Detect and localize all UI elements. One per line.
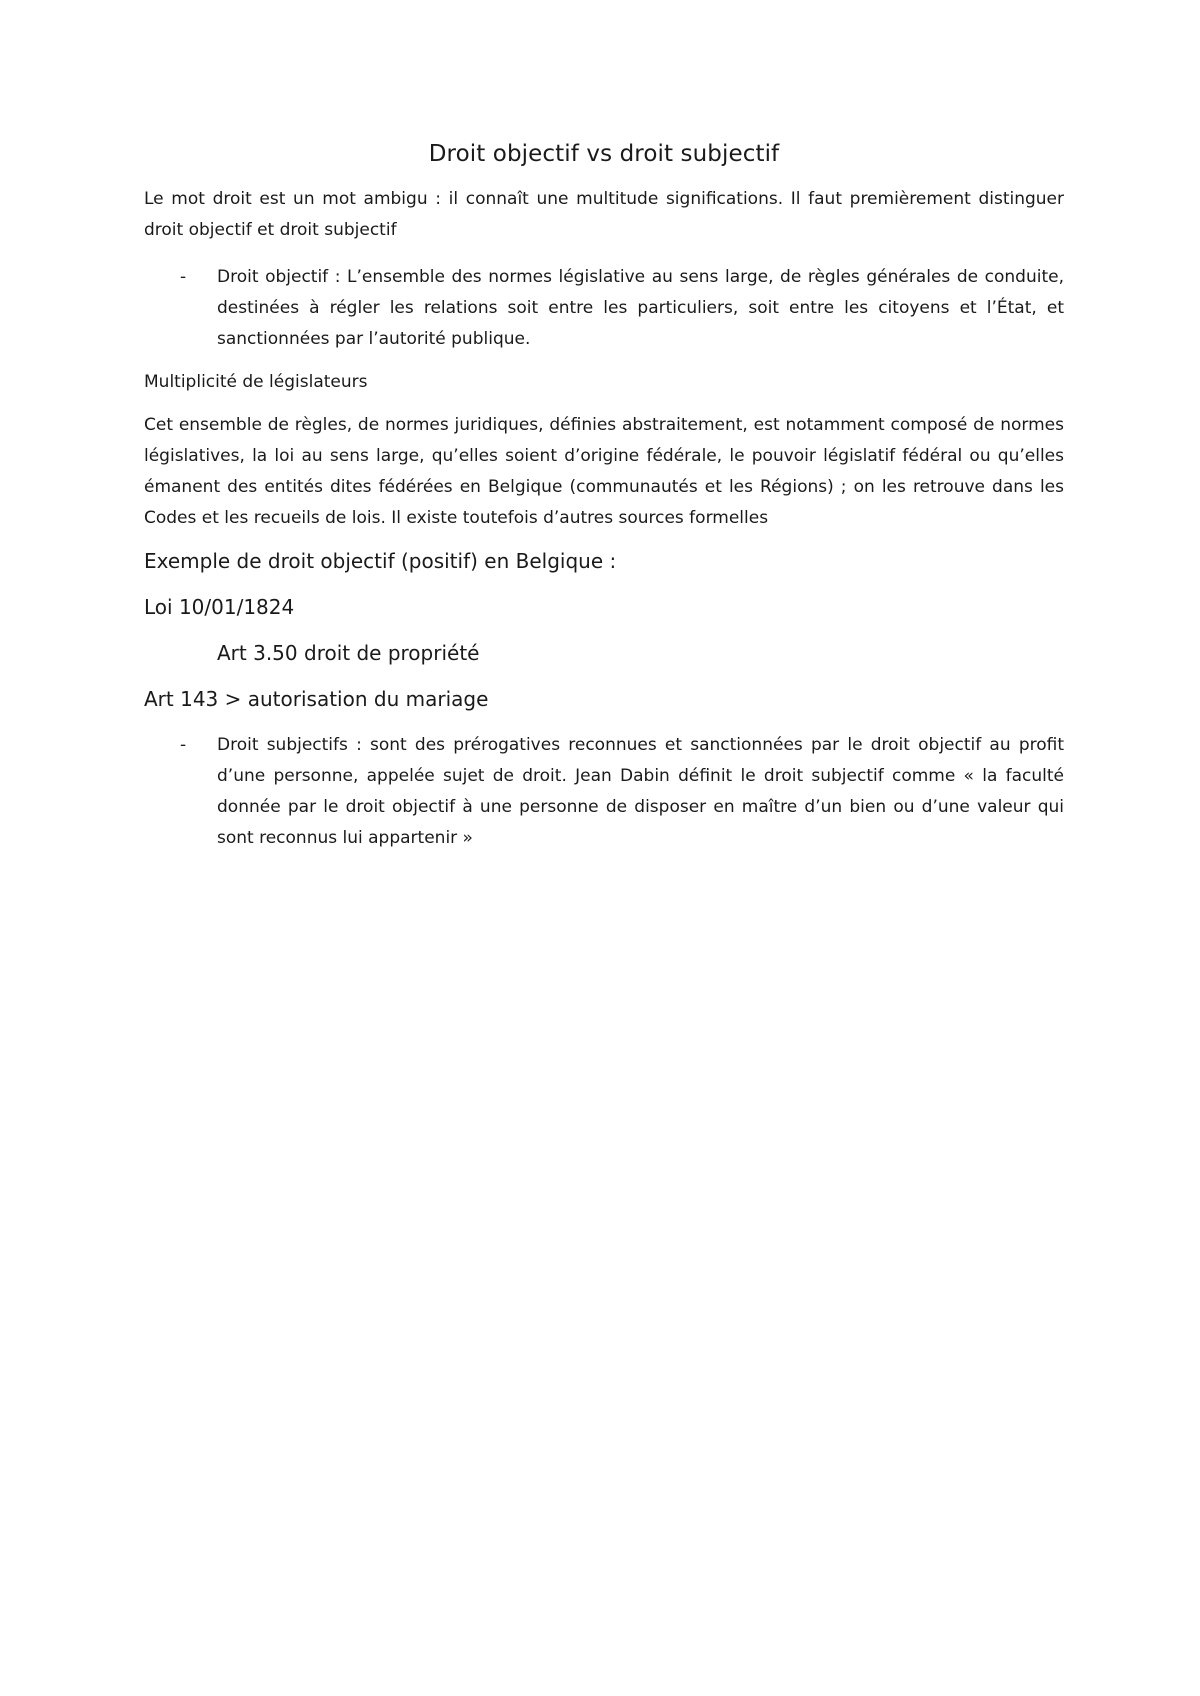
bullet-dash: - (180, 267, 187, 287)
heading-multiplicite: Multiplicité de législateurs (144, 372, 368, 392)
bullet-droit-objectif (144, 262, 1064, 355)
bullet-droit-subjectif (144, 730, 1064, 854)
example-heading: Exemple de droit objectif (positif) en Belgique : (144, 549, 617, 573)
bullet-dash: - (180, 735, 187, 755)
loi-line: Loi 10/01/1824 (144, 595, 295, 619)
paragraph-normes: Cet ensemble de règles, de normes juridiques, définies abstraitement, est notamment composé de normes législatives, la loi au sens large, qu’elles soient d’origine fédérale, le pouvoir législatif fédéral ou qu’elles émanent des entités dites fédérées en Belgique (communautés et les Régions) ; on les retrouve dans les Codes et les recueils de lois. Il existe toutefois d’autres sources formelles (144, 415, 1064, 528)
art-3-50-line: Art 3.50 droit de propriété (217, 641, 480, 665)
art-143-line: Art 143 > autorisation du mariage (144, 687, 489, 711)
document-content (144, 138, 1064, 866)
document-title: Droit objectif vs droit subjectif (428, 141, 780, 167)
intro-paragraph: Le mot droit est un mot ambigu : il connaît une multitude significations. Il faut premièrement distinguer droit objectif et droit subjectif (144, 189, 1064, 240)
bullet-text: Droit objectif : L’ensemble des normes législative au sens large, de règles générales de conduite, destinées à régler les relations soit entre les particuliers, soit entre les citoyens et l’État, et sanctionnées par l’autorité publique. (217, 267, 1064, 349)
bullet-text: Droit subjectifs : sont des prérogatives reconnues et sanctionnées par le droit objectif au profit d’une personne, appelée sujet de droit. Jean Dabin définit le droit subjectif comme « la faculté donnée par le droit objectif à une personne de disposer en maître d’un bien ou d’une valeur qui sont reconnus lui appartenir » (217, 735, 1064, 848)
